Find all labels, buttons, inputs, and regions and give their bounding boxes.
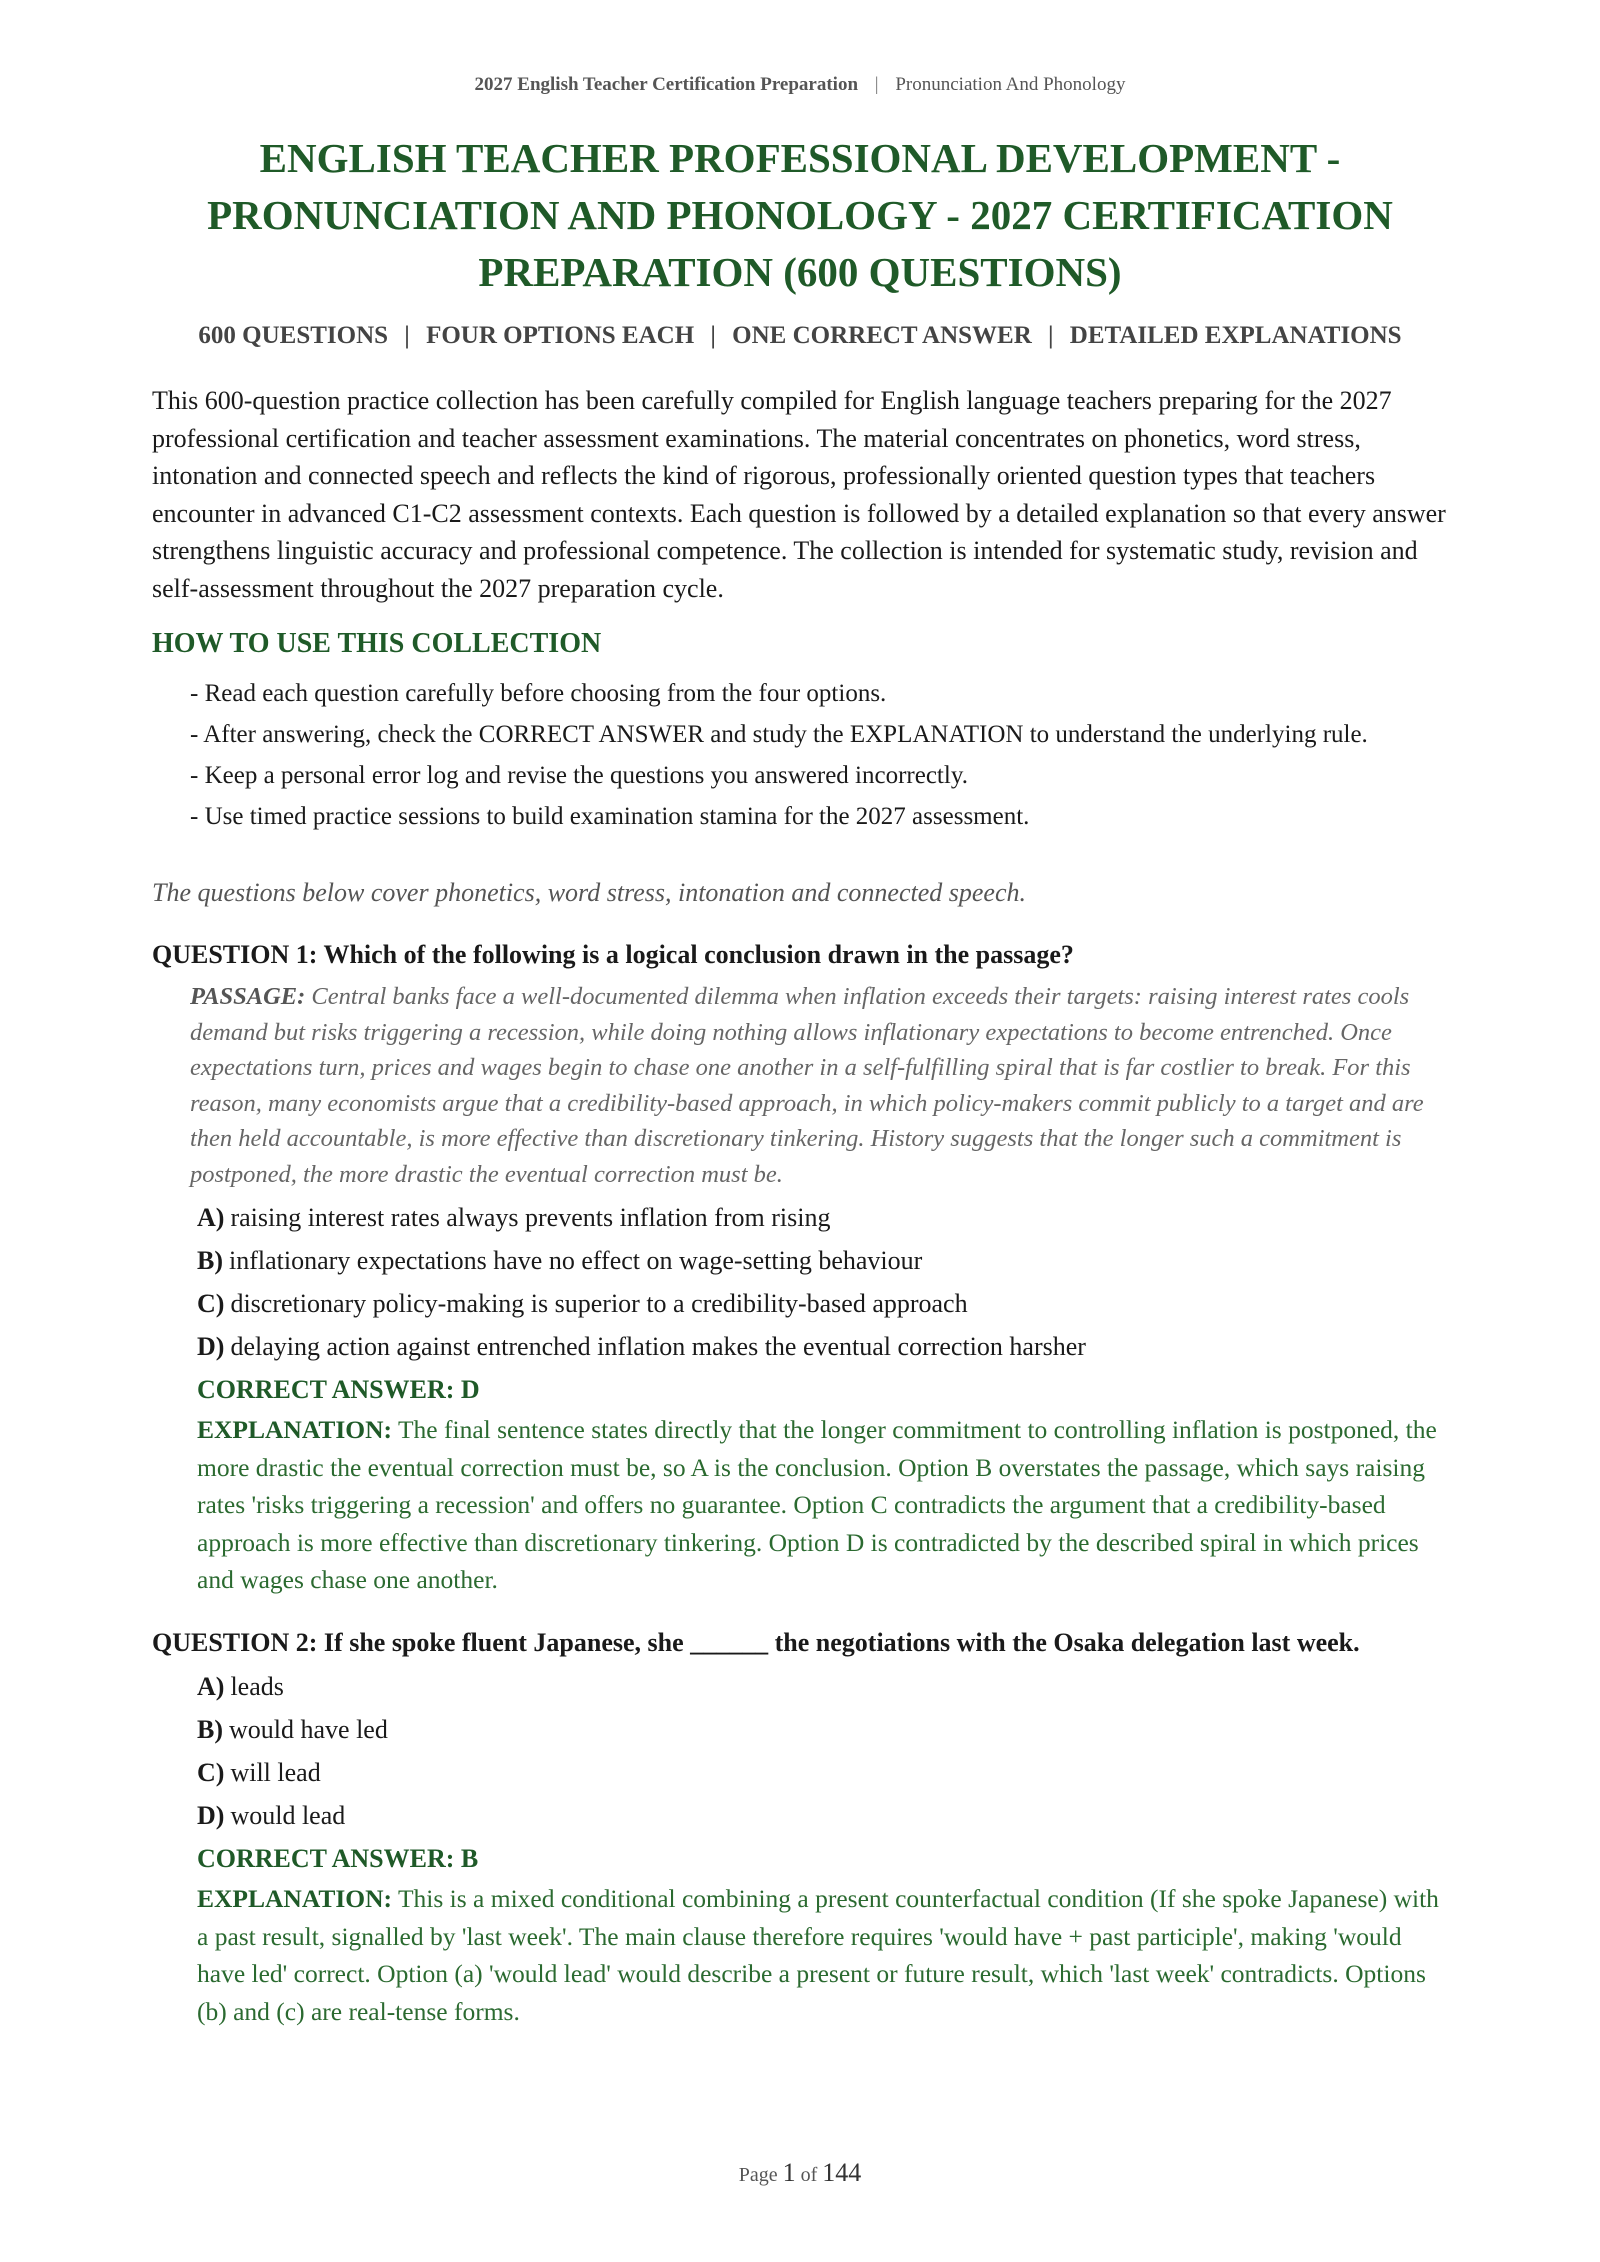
options-list [197,1196,1448,1368]
option-b[interactable] [197,1708,1448,1751]
option-c[interactable] [197,1282,1448,1325]
option-text: delaying action against entrenched inflation makes the eventual correction harsher [230,1332,1086,1361]
explanation-text: The final sentence states directly that the longer commitment to controlling inflation is postponed, the more drastic the eventual correction must be, so A is the conclusion. Option B overstates the passage, which says raising rates 'risks triggering a recession' and offers no guarantee. Option C contradicts the argument that a credibility-based approach is more effective than discretionary tinkering. Option D is contradicted by the described spiral in which prices and wages chase one another. [197,1415,1437,1594]
summary-separator: | [404,322,410,349]
summary-separator: | [710,322,716,349]
header-section-name: Pronunciation And Phonology [895,74,1126,95]
summary-item: 600 QUESTIONS [198,322,389,349]
option-b[interactable] [197,1239,1448,1282]
option-text: leads [230,1672,284,1701]
passage-label: PASSAGE: [190,983,306,1010]
option-a[interactable] [197,1665,1448,1708]
summary-item: DETAILED EXPLANATIONS [1069,322,1402,349]
option-letter: B) [197,1715,223,1744]
correct-answer: CORRECT ANSWER: B [197,1844,479,1873]
option-text: inflationary expectations have no effect on wage-setting behaviour [229,1246,923,1275]
option-letter: D) [197,1332,225,1361]
explanation-label: EXPLANATION: [197,1884,393,1913]
explanation-text: This is a mixed conditional combining a present counterfactual condition (If she spoke Japanese) with a past result, signalled by 'last week'. The main clause therefore requires 'would have + past participle', making 'would have led' correct. Option (a) 'would lead' would describe a present or future result, which 'last week' contradicts. Options (b) and (c) are real-tense forms. [197,1884,1439,2026]
page-total: 144 [822,2158,862,2187]
option-letter: A) [197,1203,225,1232]
summary-item: FOUR OPTIONS EACH [426,322,695,349]
question-block [152,936,1448,1599]
option-letter: B) [197,1246,223,1275]
option-a[interactable] [197,1196,1448,1239]
question-prompt: QUESTION 1: Which of the following is a logical conclusion drawn in the passage? [152,940,1074,969]
howto-heading: HOW TO USE THIS COLLECTION [152,628,602,659]
explanation [197,1411,1448,1599]
option-d[interactable] [197,1325,1448,1368]
passage-text: Central banks face a well-documented dilemma when inflation exceeds their targets: raising interest rates cools demand but risks triggering a recession, while doing nothing allows inflationary expectations to become entrenched. Once expectations turn, prices and wages begin to chase one another in a self-fulfilling spiral that is far costlier to break. For this reason, many economists argue that a credibility-based approach, in which policy-makers commit publicly to a target and are then held accountable, is more effective than discretionary tinkering. History suggests that the longer such a commitment is postponed, the more drastic the eventual correction must be. [190,983,1424,1188]
option-letter: C) [197,1758,225,1787]
passage [190,979,1448,1192]
page-word: Page [738,2164,778,2186]
document-title: ENGLISH TEACHER PROFESSIONAL DEVELOPMENT - PRONUNCIATION AND PHONOLOGY - 2027 CERTIFICATION PREPARATION (600 QUESTIONS) [207,135,1393,295]
howto-item: - Keep a personal error log and revise the questions you answered incorrectly. [190,762,968,789]
howto-item: - After answering, check the CORRECT ANSWER and study the EXPLANATION to understand the underlying rule. [190,721,1368,748]
option-text: would lead [230,1801,346,1830]
option-letter: A) [197,1672,225,1701]
option-letter: D) [197,1801,225,1830]
page-footer [0,2158,1600,2188]
of-word: of [800,2164,818,2186]
summary-separator: | [1048,322,1054,349]
howto-list [190,676,1450,840]
question-prompt: QUESTION 2: If she spoke fluent Japanese, she ______ the negotiations with the Osaka delegation last week. [152,1628,1360,1657]
question-block [152,1624,1448,2030]
header-collection-name: 2027 English Teacher Certification Preparation [474,74,859,95]
option-d[interactable] [197,1794,1448,1837]
option-c[interactable] [197,1751,1448,1794]
summary-item: ONE CORRECT ANSWER [732,322,1032,349]
option-text: will lead [230,1758,321,1787]
options-list [197,1665,1448,1837]
option-text: would have led [229,1715,388,1744]
option-text: discretionary policy-making is superior to a credibility-based approach [230,1289,968,1318]
option-text: raising interest rates always prevents inflation from rising [230,1203,831,1232]
page-number: 1 [782,2158,796,2187]
intro-paragraph: This 600-question practice collection has been carefully compiled for English language teachers preparing for the 2027 professional certification and teacher assessment examinations. The material concentrates on phonetics, word stress, intonation and connected speech and reflects the kind of rigorous, professionally oriented question types that teachers encounter in advanced C1-C2 assessment contexts. Each question is followed by a detailed explanation so that every answer strengthens linguistic accuracy and professional competence. The collection is intended for systematic study, revision and self-assessment throughout the 2027 preparation cycle. [152,386,1446,603]
howto-item: - Use timed practice sessions to build examination stamina for the 2027 assessment. [190,803,1030,830]
summary-line [0,322,1600,350]
explanation [197,1880,1448,2030]
explanation-label: EXPLANATION: [197,1415,393,1444]
header-separator: | [874,74,879,95]
option-letter: C) [197,1289,225,1318]
howto-item: - Read each question carefully before choosing from the four options. [190,680,887,707]
running-header [0,74,1600,96]
correct-answer: CORRECT ANSWER: D [197,1375,480,1404]
howto-note: The questions below cover phonetics, word stress, intonation and connected speech. [152,878,1026,907]
